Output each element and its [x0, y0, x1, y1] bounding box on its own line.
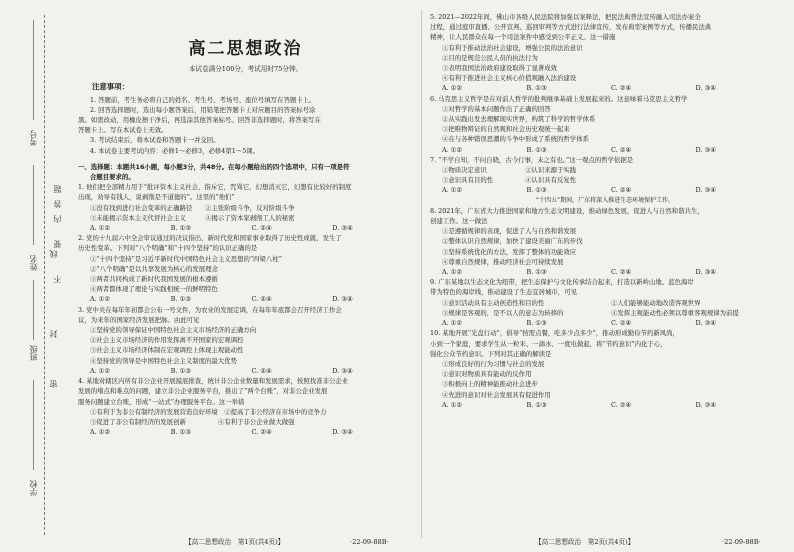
question-3-option: ②社会主义市场经济的作用发挥离不开国家的宏观调控: [90, 336, 244, 345]
seal-char: 内: [53, 215, 62, 223]
question-2-option: ④两者都体现了理论与实践相统一的鲜明特色: [90, 285, 218, 294]
question-5-stem: 5. 2021—2022年间，佛山市各级人民法院将加强以案释法，把民法典普法宣传融入司法办案全: [430, 13, 701, 21]
binding-label-name: 姓名: [29, 255, 38, 271]
choice-d: D. ③④: [332, 366, 353, 375]
question-4-stem: 4. 某地对辖区内所有非公企业开展摸底排查，统计非公企业数量和发展需求，按照找准非公企业: [78, 377, 349, 386]
choice-d: D. ③④: [695, 186, 716, 195]
seal-char: 封: [49, 330, 58, 338]
question-6-option: ①对哲学的基本问题作出了正确的回答: [442, 104, 551, 113]
choice-d: D. ③④: [332, 428, 353, 437]
seal-char: 线: [49, 250, 58, 258]
page-2-footer: 【高二思想政治 第2页(共4页)】: [535, 538, 635, 546]
question-5-option: ④有利于推进社会主义核心价值观融入法治建设: [442, 74, 577, 83]
question-2-option: ②“八个明确”是以共享发展为核心的发展理念: [90, 264, 218, 273]
exam-meta: 本试卷满分100分，考试用时75分钟。: [188, 65, 303, 74]
question-9-options-row: [430, 308, 780, 318]
seal-char: 答: [53, 200, 62, 208]
choice-b: B. ①③: [526, 186, 547, 195]
question-9-options-row: [430, 298, 780, 308]
seal-char: 不: [53, 275, 62, 283]
binding-label-class: 班级: [29, 345, 38, 361]
question-8-option: ③坚持系统优化的方法，发挥了整体的功能效应: [442, 247, 577, 256]
page-divider: [421, 10, 422, 538]
material-note: “十四五”期间，广东将深入推进生态环境保护工作。: [535, 196, 675, 204]
choice-a: A. ①②: [90, 366, 111, 375]
question-7-choices: [430, 185, 780, 195]
question-8-option: ②整体认识自然规律，加快了建设美丽广东的步伐: [442, 237, 583, 246]
question-3-stem: 议，为来年的国家经济发展把脉。由此可见: [78, 315, 200, 324]
question-3-stem: 3. 党中央在每年年初都会公布一号文件，为农业的发展定调，在每年年底都会召开经济工作会: [78, 305, 342, 314]
exam-title: 高二思想政治: [188, 39, 303, 59]
choice-c: C. ②④: [611, 84, 632, 93]
question-10-option: ④先进的意识对社会发展具有促进作用: [442, 390, 551, 399]
notice-line: 2. 回答选择题时，选出每小题答案后，用铅笔把答题卡上对应题目的答案标号涂: [90, 105, 316, 114]
choice-c: C. ②④: [611, 319, 632, 328]
choice-d: D. ③④: [695, 84, 716, 93]
name-blank: [33, 165, 34, 245]
page-1: [78, 12, 413, 437]
question-2-stem: 历史性变革。下列对“八个明确”和“十四个坚持”的认识正确的是: [78, 244, 258, 253]
question-1-choices: [78, 223, 413, 233]
question-8-option: ①是遵循规律的表现，促进了人与自然和谐发展: [442, 227, 577, 236]
choice-d: D. ③④: [332, 224, 353, 233]
choice-b: B. ①③: [170, 224, 191, 233]
section-heading-cont: 合题目要求的。: [90, 173, 135, 182]
question-9-choices: [430, 318, 780, 328]
choice-b: B. ①③: [526, 400, 547, 409]
question-10-option: ②意识对物质具有能动的反作用: [442, 370, 532, 379]
choice-a: A. ①②: [442, 400, 463, 409]
question-5-option: ③表明我国法治政府建设取得了显著成效: [442, 64, 558, 73]
class-blank: [33, 280, 34, 340]
choice-b: B. ①③: [170, 366, 191, 375]
choice-a: A. ①②: [442, 268, 463, 277]
question-7-option: ③意识具有目的性 ④认识具有反复性: [442, 176, 577, 185]
choice-c: C. ②④: [611, 186, 632, 195]
question-10-option: ③积极向上的精神能推动社会进步: [442, 380, 538, 389]
choice-d: D. ③④: [695, 268, 716, 277]
question-8-stem: 创建工作。这一做法: [430, 217, 488, 226]
question-4-stem: 发展的堵点和难点的问题，建立非公企业服务平台，推出了“两个台账”，对非公企业发展: [78, 387, 328, 396]
seal-char: 要: [53, 240, 62, 248]
question-6-option: ④在与各种错误思潮的斗争中形成了系统的哲学体系: [442, 135, 589, 144]
notice-line: 1. 答题前，考生务必将自己的姓名、考生号、考场号、座位号填写在答题卡上。: [90, 95, 316, 104]
question-10-choices: [430, 400, 780, 410]
question-6-option: ③把唯物辩证的自然观和社会历史观统一起来: [442, 125, 570, 134]
question-6-stem: 6. 马克思主义哲学是在对前人哲学的批判继承基础上发展起来的。这意味着马克思主义哲学: [430, 94, 688, 103]
question-1-option: ③未能揭示资本主义代替社会主义 ④揭示了资本家剥削工人的秘密: [90, 213, 295, 222]
choice-b: B. ①③: [526, 319, 547, 328]
question-9-option: ②人们能够能动地改造客观世界: [611, 298, 701, 307]
choice-c: C. ②④: [251, 224, 272, 233]
notice-line: 黑。如需改动，用橡皮擦干净后，再选涂其他答案标号。回答非选择题时，将答案写在: [78, 116, 321, 125]
choice-a: A. ①②: [90, 224, 111, 233]
question-10-stem: 小到一个家庭，要求学生从一粒米、一滴水、一度电做起，将“节约意识”内化于心，: [430, 339, 667, 348]
question-7-option: ①物质决定意识 ②认识来源于实践: [442, 166, 577, 175]
choice-d: D. ③④: [695, 319, 716, 328]
question-6-choices: [430, 145, 780, 155]
question-1-option: ①没有找到进行社会变革的正确路径 ②主张阶级斗争，反对阶级斗争: [90, 203, 295, 212]
question-9-stem: 带为特色的海岸线，推动建设了生态宜居城市，可见: [430, 288, 577, 297]
question-4-option: ③促进了非公有制经济的发展创新 ④有利于非公企业做大做强: [90, 417, 295, 426]
choice-d: D. ③④: [332, 295, 353, 304]
choice-d: D. ③④: [695, 400, 716, 409]
choice-b: B. ①③: [526, 145, 547, 154]
page-2-code: ·22-09-88B·: [722, 538, 761, 546]
question-7-stem: 7. “不学自知，不问自晓，古今行事，未之有也。”这一观点的哲学依据是: [430, 155, 634, 164]
page-2: [430, 12, 780, 410]
choice-a: A. ①②: [442, 186, 463, 195]
choice-a: A. ①②: [90, 295, 111, 304]
question-8-choices: [430, 267, 780, 277]
question-5-choices: [430, 83, 780, 93]
question-3-option: ③社会主义市场经济体制在宏观调控上体现主观能动性: [90, 346, 244, 355]
exam-number-blank: [33, 20, 34, 120]
choice-c: C. ②④: [251, 295, 272, 304]
question-1-stem: 出现，劝导有钱人，说剥削是不道德的”。这里的“他们”: [78, 193, 235, 202]
seal-dashed-line: [44, 15, 45, 535]
question-2-choices: [78, 294, 413, 304]
question-5-stem: 精神，让人民群众在每一个司法案件中感受到公平正义。这一措施: [430, 33, 616, 42]
binding-label-exam-number: 考号: [29, 130, 38, 146]
question-9-stem: 9. 广东某地以生态文化为纽带，把生态保护与文化传承结合起来，打造以新岭山地、蓝色海岸: [430, 278, 694, 287]
question-8-option: ④尊重自然规律，推动经济社会可持续发展: [442, 257, 564, 266]
question-3-option: ④坚持党的领导是中国特色社会主义制度的最大优势: [90, 356, 237, 365]
seal-char: 题: [53, 185, 62, 193]
notice-line: 答题卡上。写在本试卷上无效。: [78, 126, 168, 135]
choice-c: C. ②④: [611, 268, 632, 277]
question-10-option: ①形成良好的行为习惯与社会的发展: [442, 359, 545, 368]
question-5-option: ②目的是规范公民人员的执法行为: [442, 53, 538, 62]
choice-a: A. ①②: [442, 319, 463, 328]
question-2-option: ③两者共同构成了新时代我国发展的根本遵循: [90, 275, 218, 284]
choice-d: D. ③④: [695, 145, 716, 154]
question-9-option: ①意识活动具有主动创造性和目的性: [442, 298, 545, 307]
question-1-stem: 1. 他们把全部精力用于“批评资本主义社会，指斥它，咒骂它，幻想消灭它，幻想有比较好的制度: [78, 183, 352, 192]
binding-margin: [0, 0, 62, 552]
notice-line: 3. 考试结束后，将本试卷和答题卡一并交回。: [90, 136, 220, 145]
notice-line: 4. 本试卷主要考试内容：必修1～必修3，必修4第1～5课。: [90, 146, 260, 155]
notice-heading: 注意事项：: [92, 82, 129, 92]
question-5-stem: 过程，通过庭审直播、公开宣判、巡回审判等方式进行法律宣传，发布典型案例等方式，传播民法典: [430, 23, 712, 32]
choice-a: A. ①②: [90, 428, 111, 437]
question-4-option: ①有利于为非公有制经济的发展营造良好环境 ②提高了非公经济在市场中的竞争力: [90, 407, 327, 416]
question-4-choices: [78, 427, 413, 437]
question-10-stem: 强化公众节约意识。下列对其正确的解读是: [430, 349, 552, 358]
page-1-footer: 【高二思想政治 第1页(共4页)】: [185, 538, 285, 546]
binding-label-school: 学校: [29, 480, 38, 496]
question-6-option: ②从实践出发去理解现实世界，构筑了科学的哲学体系: [442, 115, 596, 124]
choice-c: C. ②④: [251, 428, 272, 437]
choice-c: C. ②④: [611, 145, 632, 154]
question-10-stem: 10. 某地开展“光盘行动”，倡导“按需点餐，吃多少点多少”，推动形成勤俭节约新风尚，: [430, 329, 679, 338]
question-9-option: ④发挥主观能动性必须以尊重客观规律为前提: [611, 308, 739, 317]
choice-c: C. ②④: [251, 366, 272, 375]
question-8-stem: 8. 2021年，广东省大力推进国家和地方生态文明建设，推动绿色发展，促进人与自然和谐共生，: [430, 206, 704, 215]
question-9-option: ③规律是客观的，是不以人的意志为转移的: [442, 308, 564, 317]
question-3-choices: [78, 366, 413, 376]
choice-b: B. ①③: [526, 268, 547, 277]
choice-b: B. ①③: [170, 295, 191, 304]
question-5-option: ①有利于推动法治社会建设，增强公民的法治意识: [442, 43, 583, 52]
choice-b: B. ①③: [526, 84, 547, 93]
seal-char: 密: [49, 380, 58, 388]
question-4-stem: 服务问题建立台账，形成“一站式”办理服务平台。这一举措: [78, 397, 245, 406]
question-3-option: ①坚持党的领导保证中国特色社会主义市场经济的正确方向: [90, 326, 257, 335]
page-1-code: ·22-09-88B·: [350, 538, 389, 546]
choice-a: A. ①②: [442, 145, 463, 154]
choice-b: B. ①③: [170, 428, 191, 437]
choice-a: A. ①②: [442, 84, 463, 93]
school-blank: [33, 380, 34, 470]
question-2-stem: 2. 党的十九届六中全会审议通过的决议指出，新时代党和国家事业取得了历史性成就、发生了: [78, 234, 342, 243]
question-2-option: ①“十四个坚持”是习近平新时代中国特色社会主义思想的“四梁八柱”: [90, 254, 283, 263]
section-heading: 一、选择题：本题共16小题，每小题3分，共48分。在每小题给出的四个选项中，只有一项是符: [78, 162, 350, 171]
choice-c: C. ②④: [611, 400, 632, 409]
